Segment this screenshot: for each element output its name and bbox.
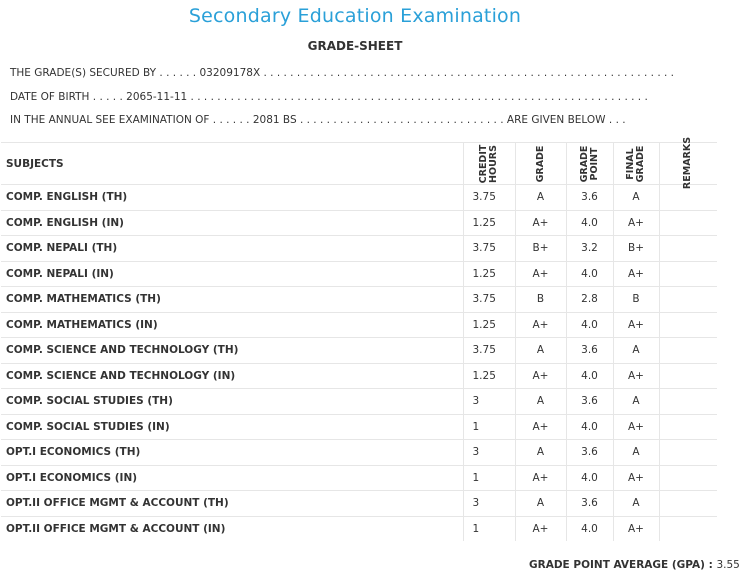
grade-cell: A+: [515, 261, 566, 287]
subject-cell: COMP. SOCIAL STUDIES (TH): [1, 389, 463, 415]
subject-cell: OPT.I ECONOMICS (IN): [1, 465, 463, 491]
remarks-cell: [659, 261, 717, 287]
credit-hours-cell: 3.75: [463, 236, 515, 262]
credit-hours-cell: 1: [463, 465, 515, 491]
credit-hours-cell: 3.75: [463, 287, 515, 313]
credit-hours-cell: 1.25: [463, 363, 515, 389]
grade-point-cell: 4.0: [566, 516, 613, 541]
grade-header-text: GRADE: [534, 145, 546, 182]
page-title: Secondary Education Examination: [188, 5, 522, 27]
final-grade-cell: A: [613, 491, 659, 517]
exam-year: 2081 BS: [252, 114, 297, 126]
table-row: [1, 465, 717, 491]
remarks-cell: [659, 440, 717, 466]
credit-hours-cell: 1.25: [463, 210, 515, 236]
final-grade-cell: A: [613, 338, 659, 364]
table-header-row: [1, 143, 717, 185]
dob-dots: . . . . . . . . . . . . . . . . . . . . . . . . . . . . . . . . . . . . . . . . . . . . . . . . . . . . . . . . . . . . . . . . . . . . .: [190, 91, 648, 103]
remarks-cell: [659, 389, 717, 415]
final-grade-cell: B: [613, 287, 659, 313]
table-row: [1, 440, 717, 466]
final-grade-cell: A+: [613, 210, 659, 236]
remarks-cell: [659, 516, 717, 541]
grade-cell: A+: [515, 516, 566, 541]
subject-cell: COMP. NEPALI (IN): [1, 261, 463, 287]
gpa-line: [529, 559, 740, 571]
final-grade-header-line1: FINAL: [625, 147, 636, 180]
date-of-birth-line: [10, 91, 648, 103]
table-row: [1, 287, 717, 313]
credit-header-line2: HOURS: [488, 144, 499, 183]
credit-hours-cell: 3: [463, 491, 515, 517]
subject-cell: OPT.II OFFICE MGMT & ACCOUNT (IN): [1, 516, 463, 541]
grade-point-cell: 4.0: [566, 363, 613, 389]
credit-hours-cell: 3.75: [463, 185, 515, 211]
final-grade-cell: A+: [613, 312, 659, 338]
credit-hours-cell: 3: [463, 440, 515, 466]
grade-point-cell: 4.0: [566, 210, 613, 236]
grade-point-header-line2: POINT: [588, 147, 600, 181]
secured-by-dots: . . . . . . . . . . . . . . . . . . . . . . . . . . . . . . . . . . . . . . . . . . . . . . . . . . . . . . . . . . . . . .: [263, 67, 675, 79]
grade-cell: A+: [515, 312, 566, 338]
final-grade-cell: A+: [613, 516, 659, 541]
grade-point-header: [566, 143, 613, 185]
table-row: [1, 389, 717, 415]
grade-point-cell: 4.0: [566, 465, 613, 491]
final-grade-cell: A+: [613, 465, 659, 491]
final-grade-cell: A+: [613, 363, 659, 389]
grade-point-cell: 3.6: [566, 491, 613, 517]
final-grade-cell: A: [613, 185, 659, 211]
final-grade-header: [613, 143, 659, 185]
subject-cell: COMP. SCIENCE AND TECHNOLOGY (IN): [1, 363, 463, 389]
subject-cell: COMP. MATHEMATICS (TH): [1, 287, 463, 313]
remarks-cell: [659, 338, 717, 364]
gpa-label: GRADE POINT AVERAGE (GPA) :: [529, 559, 713, 571]
remarks-header: [659, 136, 717, 190]
exam-dots: . . . . . . . . . . . . . . . . . . . . . . . . . . . . . . .: [299, 114, 504, 126]
table-row: [1, 185, 717, 211]
remarks-cell: [659, 236, 717, 262]
table-row: [1, 338, 717, 364]
grade-point-header-line1: GRADE: [578, 145, 590, 182]
grade-point-cell: 3.6: [566, 185, 613, 211]
grade-sheet-heading: GRADE-SHEET: [307, 39, 403, 53]
grades-table: [1, 136, 717, 541]
subject-cell: COMP. SOCIAL STUDIES (IN): [1, 414, 463, 440]
table-row: [1, 312, 717, 338]
subject-cell: COMP. SCIENCE AND TECHNOLOGY (TH): [1, 338, 463, 364]
secured-by-label: THE GRADE(S) SECURED BY . . . . . .: [10, 67, 197, 79]
remarks-cell: [659, 414, 717, 440]
subject-cell: OPT.I ECONOMICS (TH): [1, 440, 463, 466]
final-grade-cell: A: [613, 440, 659, 466]
grade-cell: A: [515, 185, 566, 211]
credit-hours-cell: 1.25: [463, 312, 515, 338]
credit-hours-header: [463, 143, 515, 185]
table-row: [1, 363, 717, 389]
credit-hours-cell: 1: [463, 516, 515, 541]
subject-cell: OPT.II OFFICE MGMT & ACCOUNT (TH): [1, 491, 463, 517]
gpa-value: 3.55: [716, 559, 740, 571]
exam-line: [10, 114, 626, 126]
subject-cell: COMP. NEPALI (TH): [1, 236, 463, 262]
subject-cell: COMP. ENGLISH (IN): [1, 210, 463, 236]
grade-header: [515, 143, 566, 185]
credit-header-line1: CREDIT: [478, 144, 489, 183]
final-grade-header-line2: GRADE: [635, 145, 646, 182]
grade-cell: A+: [515, 363, 566, 389]
symbol-number: 03209178X: [199, 67, 261, 79]
table-row: [1, 236, 717, 262]
grade-cell: B+: [515, 236, 566, 262]
grade-cell: A: [515, 338, 566, 364]
credit-hours-cell: 3: [463, 389, 515, 415]
remarks-cell: [659, 363, 717, 389]
dob-label: DATE OF BIRTH . . . . .: [10, 91, 123, 103]
credit-hours-cell: 3.75: [463, 338, 515, 364]
grade-point-cell: 4.0: [566, 312, 613, 338]
date-of-birth: 2065-11-11: [126, 91, 188, 103]
grade-point-cell: 3.6: [566, 389, 613, 415]
exam-label: IN THE ANNUAL SEE EXAMINATION OF . . . . . .: [10, 114, 250, 126]
grade-cell: A+: [515, 414, 566, 440]
final-grade-cell: A+: [613, 261, 659, 287]
table-row: [1, 261, 717, 287]
exam-suffix: ARE GIVEN BELOW . . .: [506, 114, 626, 126]
table-row: [1, 491, 717, 517]
grade-cell: A+: [515, 210, 566, 236]
remarks-cell: [659, 287, 717, 313]
subject-cell: COMP. MATHEMATICS (IN): [1, 312, 463, 338]
credit-hours-cell: 1.25: [463, 261, 515, 287]
grade-cell: B: [515, 287, 566, 313]
final-grade-cell: B+: [613, 236, 659, 262]
subjects-header: SUBJECTS: [1, 143, 463, 185]
table-row: [1, 210, 717, 236]
table-row: [1, 414, 717, 440]
remarks-cell: [659, 312, 717, 338]
remarks-header-text: REMARKS: [682, 136, 694, 190]
grade-cell: A: [515, 440, 566, 466]
grade-cell: A+: [515, 465, 566, 491]
credit-hours-cell: 1: [463, 414, 515, 440]
grade-point-cell: 3.6: [566, 440, 613, 466]
grade-point-cell: 3.2: [566, 236, 613, 262]
remarks-cell: [659, 491, 717, 517]
final-grade-cell: A: [613, 389, 659, 415]
table-row: [1, 516, 717, 541]
grade-point-cell: 3.6: [566, 338, 613, 364]
remarks-cell: [659, 465, 717, 491]
remarks-cell: [659, 210, 717, 236]
grade-point-cell: 2.8: [566, 287, 613, 313]
secured-by-line: [10, 67, 674, 79]
grade-cell: A: [515, 491, 566, 517]
grade-cell: A: [515, 389, 566, 415]
final-grade-cell: A+: [613, 414, 659, 440]
grade-point-cell: 4.0: [566, 261, 613, 287]
grade-point-cell: 4.0: [566, 414, 613, 440]
subject-cell: COMP. ENGLISH (TH): [1, 185, 463, 211]
